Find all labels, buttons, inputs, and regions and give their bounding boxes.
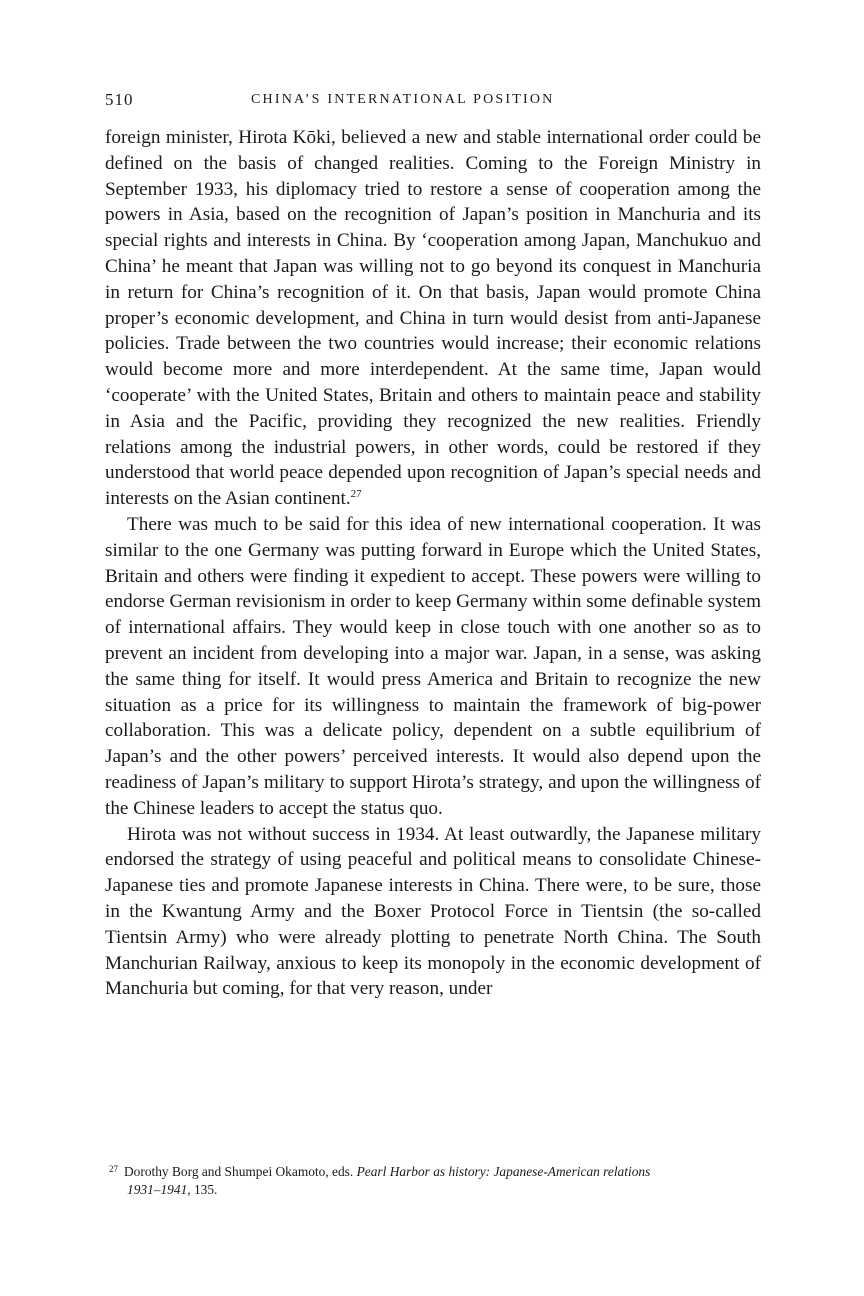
- paragraph-1-text: foreign minister, Hirota Kōki, believed a new and stable international order could be defined on the basis of changed realities. Coming to the Foreign Ministry in September 1933, his diplomacy tried to restore a sense of cooperation among the powers in Asia, based on the recognition of Japan’s position in Manchuria and its special rights and interests in China. By ‘cooperation among Japan, Manchukuo and China’ he meant that Japan was willing not to go beyond its conquest in Manchuria in return for China’s recognition of it. On that basis, Japan would promote China proper’s economic development, and China in turn would desist from anti-Japanese policies. Trade between the two countries would increase; their economic relations would become more and more interdependent. At the same time, Japan would ‘cooperate’ with the United States, Britain and others to maintain peace and stability in Asia and the Pacific, providing they recognized the new realities. Friendly relations among the industrial powers, in other words, could be restored if they understood that world peace depended upon recognition of Japan’s special needs and interests on the Asian continent.: [105, 127, 761, 510]
- paragraph-3: [105, 822, 761, 1003]
- footnote: [105, 1160, 761, 1199]
- running-title: CHINA’S INTERNATIONAL POSITION: [251, 92, 555, 107]
- footnote-mark: 27: [109, 1164, 118, 1174]
- paragraph-3-text: Hirota was not without success in 1934. At least outwardly, the Japanese military endorsed the strategy of using peaceful and political means to consolidate Chinese-Japanese ties and promote Japanese interests in China. There were, to be sure, those in the Kwantung Army and the Boxer Protocol Force in Tientsin (the so-called Tientsin Army) who were already plotting to penetrate North China. The South Manchurian Railway, anxious to keep its monopoly in the economic development of Manchuria but coming, for that very reason, under: [105, 823, 761, 1000]
- footnote-ref-27: 27: [350, 488, 362, 501]
- running-head: [105, 90, 761, 116]
- body-text: [105, 125, 761, 1002]
- paragraph-2: [105, 512, 761, 822]
- paragraph-2-text: There was much to be said for this idea of new international cooperation. It was similar to the one Germany was putting forward in Europe which the United States, Britain and others were finding it expedient to accept. These powers were willing to endorse German revisionism in order to keep Germany within some definable system of international affairs. They would keep in close touch with one another so as to prevent an incident from developing into a major war. Japan, in a sense, was asking the same thing for itself. It would press America and Britain to recognize the new situation as a price for its willingness to maintain the framework of big-power collaboration. This was a delicate policy, dependent on a subtle equilibrium of Japan’s and the other powers’ perceived interests. It would also depend upon the readiness of Japan’s military to support Hirota’s strategy, and upon the willingness of the Chinese leaders to accept the status quo.: [105, 513, 761, 819]
- page-number: 510: [105, 90, 134, 109]
- footnote-years: 1931–1941: [127, 1182, 188, 1197]
- footnote-title: Pearl Harbor as history: Japanese-American relations: [356, 1164, 651, 1179]
- page-body: [105, 125, 761, 1002]
- footnote-authors: Dorothy Borg and Shumpei Okamoto, eds.: [124, 1164, 354, 1179]
- footnote-continuation: [105, 1181, 761, 1199]
- paragraph-1: [105, 125, 761, 512]
- footnote-pages: , 135.: [187, 1182, 218, 1197]
